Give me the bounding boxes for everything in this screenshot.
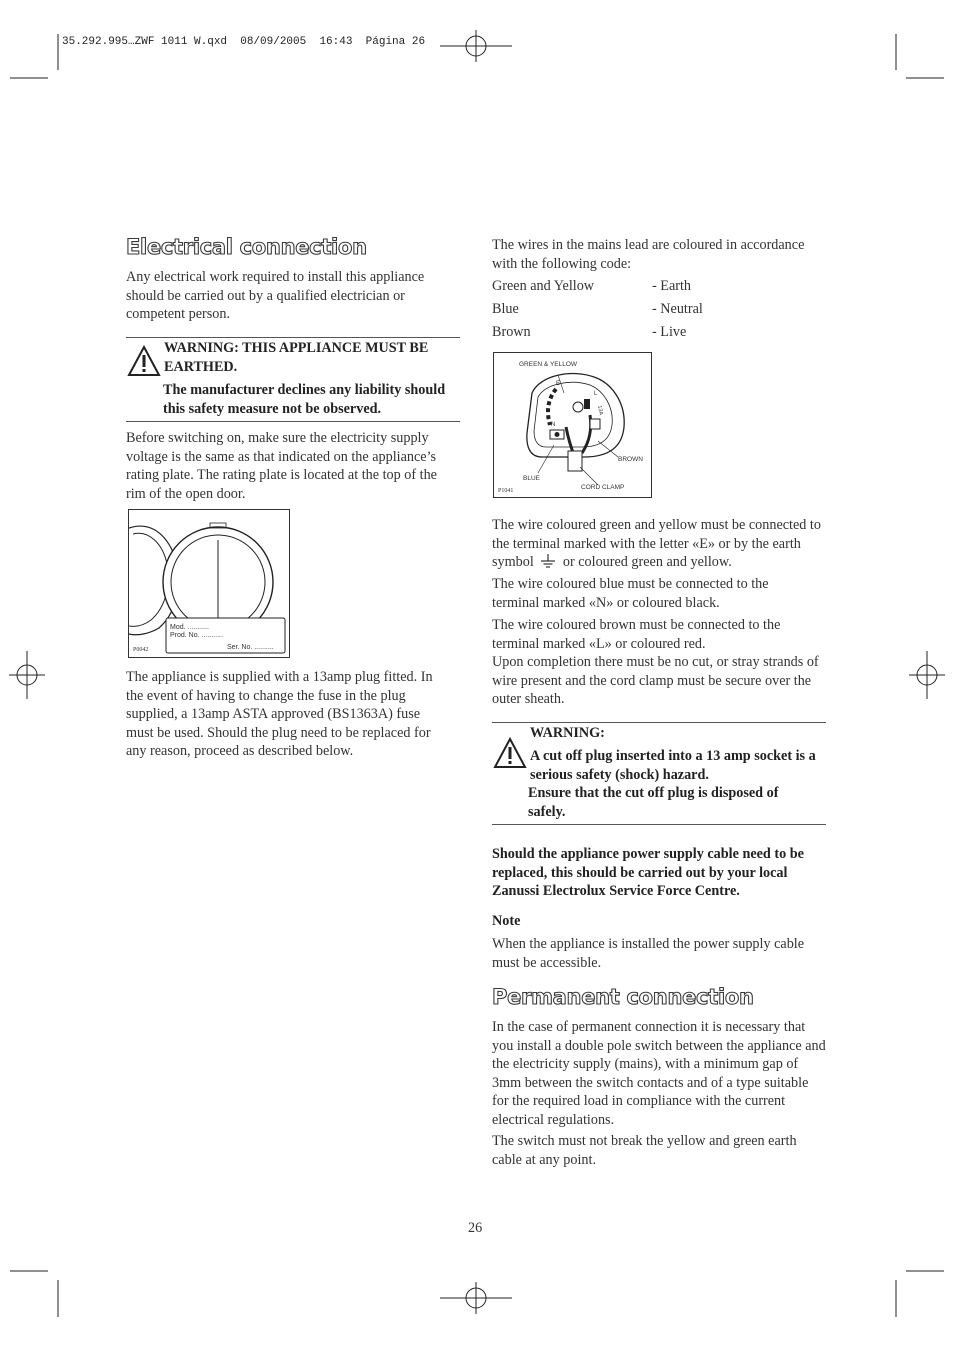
plate-ser-label: Ser. No. .......... xyxy=(227,644,274,651)
plug-fuse-paragraph: The appliance is supplied with a 13amp plug fitted. In the event of having to change the fuse in the plug supplied, a 13amp ASTA approved (BS1363A) fuse must be used. Should the plug need to be replaced for any reason, proceed as described below. xyxy=(126,669,433,760)
fuse-label: 13A xyxy=(596,405,604,416)
blue-wire-paragraph: The wire coloured blue must be connected to the terminal marked «N» or coloured black. xyxy=(492,576,769,611)
green-yellow-text-b: or coloured green and yellow. xyxy=(562,554,732,571)
plug-wiring-illustration xyxy=(494,353,651,497)
door-rating-plate-figure xyxy=(128,509,290,658)
plug-wiring-figure xyxy=(493,352,652,498)
plate-prod-label: Prod. No. ........... xyxy=(170,632,223,639)
plate-mod-label: Mod. ........... xyxy=(170,624,209,631)
warning2-title: WARNING: xyxy=(530,725,605,741)
code-row-earth xyxy=(492,277,822,300)
note-title: Note xyxy=(492,913,521,929)
terminal-n-label: N xyxy=(551,422,556,428)
page-number: 26 xyxy=(468,1220,483,1236)
label-green-yellow: GREEN & YELLOW xyxy=(519,361,578,368)
earth-cable-paragraph: The switch must not break the yellow and green earth cable at any point. xyxy=(492,1133,797,1168)
figure-code-p0042: P0042 xyxy=(133,647,149,653)
code-colour: Brown xyxy=(492,324,531,340)
terminal-l-label: L xyxy=(594,391,598,397)
label-brown: BROWN xyxy=(618,456,643,463)
figure-code-p1041: P1041 xyxy=(498,488,514,494)
warning-top-rule xyxy=(126,337,460,338)
code-meaning: - Earth xyxy=(652,278,691,294)
code-colour: Green and Yellow xyxy=(492,278,595,294)
note-text: When the appliance is installed the power supply cable must be accessible. xyxy=(492,936,805,971)
warning-earthed: WARNING: THIS APPLIANCE MUST BE EARTHED. xyxy=(164,340,429,375)
completion-paragraph: Upon completion there must be no cut, or stray strands of wire present and the cord clamp must be secure over the outer sheath. xyxy=(492,654,819,708)
code-meaning: - Neutral xyxy=(652,301,703,317)
brown-wire-paragraph: The wire coloured brown must be connected to the terminal marked «L» or coloured red. xyxy=(492,617,781,652)
service-force-paragraph: Should the appliance power supply cable need to be replaced, this should be carried out by your local Zanussi Electrolux Service Force Centre. xyxy=(492,846,804,900)
warning2-bottom-rule xyxy=(492,824,826,825)
heading-electrical-connection: Electrical connection xyxy=(126,235,367,259)
intro-paragraph: Any electrical work required to install this appliance should be carried out by a qualified electrician or competent person. xyxy=(126,269,425,323)
warning-bottom-rule xyxy=(126,421,460,422)
heading-permanent-connection: Permanent connection xyxy=(492,985,754,1009)
wire-code-table xyxy=(492,277,822,346)
label-cord-clamp: CORD CLAMP xyxy=(581,484,625,491)
code-meaning: - Live xyxy=(652,324,687,340)
code-colour: Blue xyxy=(492,301,519,317)
warning2-shock-hazard: A cut off plug inserted into a 13 amp socket is a serious safety (shock) hazard. xyxy=(530,748,816,783)
terminal-e-label: E xyxy=(556,381,561,387)
warning2-dispose: Ensure that the cut off plug is disposed of safely. xyxy=(528,785,779,820)
slug-line: 35.292.995…ZWF 1011 W.qxd 08/09/2005 16:43 Página 26 xyxy=(62,36,426,48)
code-row-live xyxy=(492,323,822,346)
warning-liability: The manufacturer declines any liability should this safety measure not be observed. xyxy=(163,382,446,417)
label-blue: BLUE xyxy=(523,475,540,482)
warning-triangle-icon xyxy=(127,345,161,377)
wires-intro-paragraph: The wires in the mains lead are coloured in accordance with the following code: xyxy=(492,237,805,272)
code-row-neutral xyxy=(492,300,822,323)
green-yellow-wire-paragraph xyxy=(492,516,826,572)
warning-triangle-icon xyxy=(493,737,527,769)
permanent-connection-paragraph: In the case of permanent connection it is necessary that you install a double pole switch between the appliance and the electricity supply (mains), with a minimum gap of 3mm between the switch contacts and of a type suitable for the required load in compliance with the current electrical regulations. xyxy=(492,1019,826,1128)
earth-symbol-icon xyxy=(539,554,557,568)
rating-plate-paragraph: Before switching on, make sure the electricity supply voltage is the same as that indicated on the appliance’s rating plate. The rating plate is located at the top of the rim of the open door. xyxy=(126,430,437,502)
warning2-top-rule xyxy=(492,722,826,723)
green-yellow-text-a: The wire coloured green and yellow must be connected to the terminal marked with the letter «E» or by the earth symbol xyxy=(492,517,821,571)
